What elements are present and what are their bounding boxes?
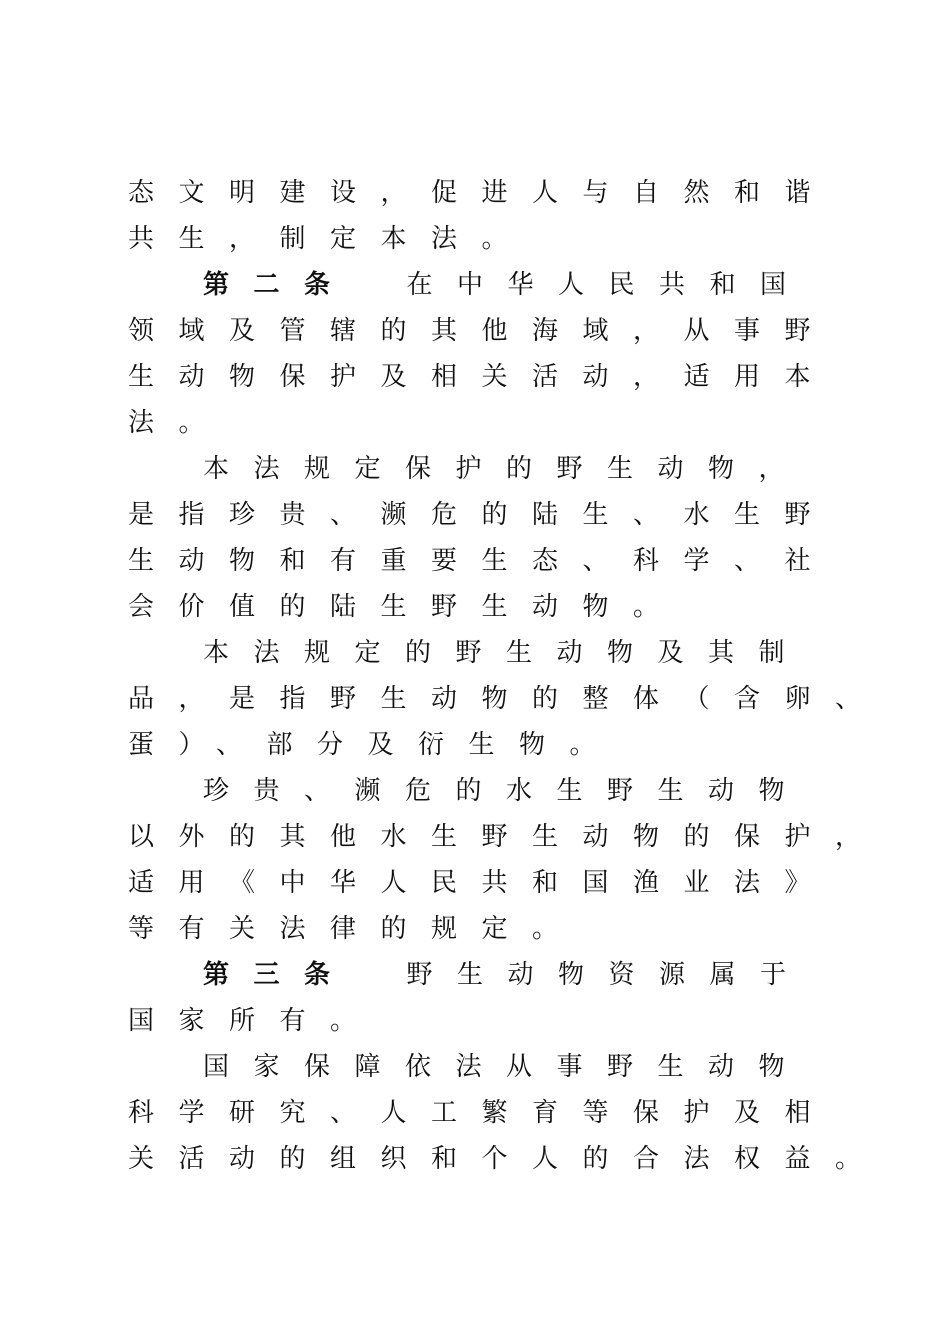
article-number: 第三条 xyxy=(203,960,355,990)
paragraph-start-line: 国家保障依法从事野生动物 xyxy=(203,1052,810,1082)
article-heading-line xyxy=(203,952,811,998)
text-line: 等有关法律的规定。 xyxy=(128,914,583,944)
text-line: 是指珍贵、濒危的陆生、水生野 xyxy=(128,500,836,530)
text-line: 国家所有。 xyxy=(128,1006,381,1036)
text-line: 共生，制定本法。 xyxy=(128,224,533,254)
paragraph-start-line: 本法规定的野生动物及其制 xyxy=(203,638,810,668)
article-heading-line xyxy=(203,262,811,308)
article-text: 野生动物资源属于 xyxy=(406,960,811,990)
text-line: 法。 xyxy=(128,408,230,438)
text-line: 关活动的组织和个人的合法权益。 xyxy=(128,1144,886,1174)
text-line: 科学研究、人工繁育等保护及相 xyxy=(128,1098,836,1128)
paragraph-start-line: 本法规定保护的野生动物， xyxy=(203,454,810,484)
text-line: 适用《中华人民共和国渔业法》 xyxy=(128,868,836,898)
text-line: 领域及管辖的其他海域，从事野 xyxy=(128,316,836,346)
text-line: 态文明建设，促进人与自然和谐 xyxy=(128,178,836,208)
text-line: 生动物保护及相关活动，适用本 xyxy=(128,362,836,392)
paragraph-start-line: 珍贵、濒危的水生野生动物 xyxy=(203,776,810,806)
text-line: 蛋）、部分及衍生物。 xyxy=(128,730,621,760)
text-line: 生动物和有重要生态、科学、社 xyxy=(128,546,836,576)
text-line: 以外的其他水生野生动物的保护， xyxy=(128,822,886,852)
text-line: 品，是指野生动物的整体（含卵、 xyxy=(128,684,886,714)
article-text: 在中华人民共和国 xyxy=(406,270,811,300)
article-number: 第二条 xyxy=(203,270,355,300)
text-line: 会价值的陆生野生动物。 xyxy=(128,592,684,622)
